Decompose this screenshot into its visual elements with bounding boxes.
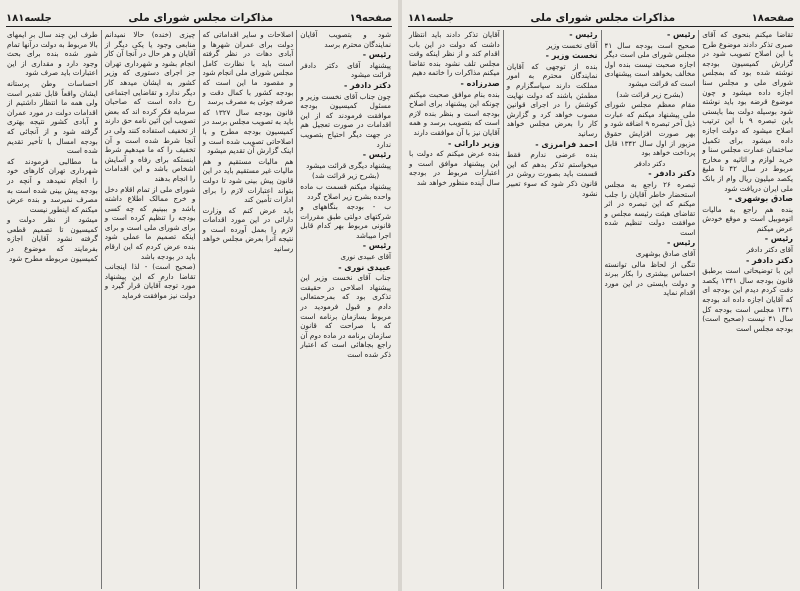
paragraph: ما مطالبی فرمودند که شهرداری تهران کارهای خود را انجام نمیدهد و آنچه در بودجه پیش بینی شده است به مصرف نمیرسد و بنده عرض میکنم که اینطور نیست	[7, 156, 98, 214]
paragraph: (بشرح زیر قرائت شد)	[312, 171, 380, 181]
speaker-heading	[300, 263, 391, 273]
paragraph: چیزی (خنده) حالا نمیدانم منابعی وجود یا یکی دیگر از آقایان و هر حال در آنجا آن کار انجام بشود و شهرداری تهران جز اجرای دستوری که وزیر کشور به ایشان میدهد کار دیگر ندارد و تقاضایی اجتماعی رخ داده است که صاحبان سرمایه فکر کرده اند که بعض تصویب این آئین نامه حق دارند از تخفیف استفاده کنند ولی در آنجا شرط شده است و آن تخفیف را که ما میدهیم شرط اینستکه برای رفاه و آسایش اشخاص باشد و این اقدامات را انجام بدهند	[104, 30, 196, 183]
paragraph: صحیح است بودجه سال ۴۱ مجلس شورای ملی است دیگر اجازه صحبت نیست بنده اول مخالف بخواهد است پیشنهادی است که قرائت میشود	[604, 40, 696, 88]
speaker-name: رئیس -	[362, 241, 391, 251]
paragraph: باید عرض کنم که وزارت دارائی در این مورد اقدامات لازم را بعمل آورده است و نتیجه آنرا بعرض مجلس خواهد رسانید	[202, 205, 294, 254]
text-column	[4, 30, 101, 589]
speaker-heading	[300, 50, 391, 60]
paragraph: طرف این چند سال بر ایمهای بالا مربوط به دولت درآنها تمام شور شده بنده برای بحث وجود دارد و مقداری از این اعتبارات باید صرف شود	[7, 30, 98, 78]
speaker-heading	[605, 169, 696, 179]
speaker-heading	[605, 30, 696, 40]
page-header	[6, 8, 392, 27]
speaker-heading	[702, 256, 793, 266]
paragraph: قانون بودجه سال ۱۳۲۷ که باید به تصویب مجلس برسد در کمیسیون بودجه مطرح و با اصلاحاتی تصویب شده است و اینک گزارش آن تقدیم میشود	[202, 107, 294, 156]
speaker-name: دکتر دادفر -	[648, 169, 696, 179]
paragraph: پیشنهاد آقای دکتر دادفر قرائت میشود	[300, 60, 391, 80]
speaker-name: رئیس -	[666, 238, 696, 248]
speaker-heading	[507, 30, 598, 40]
paragraph: (بشرح زیر قرائت شد)	[616, 89, 684, 99]
paragraph: شورای ملی از تمام اقلام دخل و خرج ممالک اطلاع داشته باشد و ببینیم که چه کسی بودجه را تنظیم کرده است و برای شورای ملی است و برای اینکه تصمیم ما عملی شود بنده عرض کردم که این ارقام باید در بودجه باشد	[104, 184, 196, 261]
text-column	[406, 30, 503, 589]
speaker-heading	[300, 241, 391, 251]
speaker-name: عبیدی نوری -	[338, 262, 391, 272]
paragraph: بنده عرض میکنم که دولت با این پیشنهاد موافق است و اعتبارات مربوط در بودجه سال آینده منظور خواهد شد	[409, 149, 500, 187]
speaker-name: صادق بوشهری -	[728, 194, 793, 204]
paragraph: شود و بتصویب آقایان نمایندگان محترم برسد	[300, 30, 391, 49]
text-column	[698, 30, 796, 589]
text-column	[296, 30, 394, 589]
paragraph: ب - بودجه بنگاههای و شرکتهای دولتی طبق مقررات قانونی مربوط بهر کدام قابل اجرا میباشد	[300, 202, 391, 240]
paragraph: آقایان تذکر دادند باید انتظار داشت که دولت در این باب اقدام کند و از نظر اینکه وقت مجلس تلف نشود بنده تقاضا میکنم مذاکرات را خاتمه دهیم	[409, 30, 500, 78]
speaker-heading	[409, 139, 500, 149]
paragraph: بنده عرضی ندارم فقط میخواستم تذکر بدهم که این قسمت باید بصورت روشن در قانون ذکر شود که سوء تعبیر نشود	[506, 150, 598, 198]
speaker-heading	[702, 194, 793, 204]
paragraph: بنده از توجهی که آقایان نمایندگان محترم به امور مملکت دارند سپاسگزارم و مطمئن باشند که دولت نهایت کوشش را در اجرای قوانین مصوب خواهد کرد و گزارش کار را بعرض مجلس خواهد رسانید	[506, 61, 598, 138]
paragraph: بنده بنام موافق صحبت میکنم چونکه این پیشنهاد برای اصلاح بودجه است و بنظر بنده لازم است که بتصویب برسد و همه آقایان نیز با آن موافقت دارند	[409, 89, 500, 137]
speaker-name: رئیس -	[362, 150, 391, 160]
paragraph: تقاضا میکنم بنحوی که آقای صبری تذکر دادند موضوع طرح با این اصلاح تصویب شود در گزارش کمیسیون بودجه نوشته شده بود که بمجلس شورای ملی و مجلس سنا اجازه داده میشود و چون موضوع قرضه بود باید نوشته شود بوسیله دولت بما بایستی باین تبصره ۹ با این ترتیب اصلاح میشود که دولت اجازه داده میشود برای تکمیل ساختمان عمارت مجلس سنا و خرید لوازم و اثاثیه و مخارج مربوط در سال ۴۲ تا ملیغ یکصد میلیون ریال وام از بانک ملی ایران دریافت شود	[702, 30, 794, 193]
paragraph: مقام معظم مجلس شورای ملی پیشنهاد میکنم که عبارت ذیل آخر تبصره ۹ اضافه شود و بهر صورت افزایش حقوق مزبور از اول سال ۱۳۴۲ قابل پرداخت خواهد بود	[604, 100, 696, 158]
text-column	[101, 30, 199, 589]
speaker-name: رئیس -	[666, 30, 696, 39]
speaker-name: صدرزاده -	[460, 78, 500, 88]
text-columns	[406, 30, 796, 589]
paragraph: آقای دکتر دادفر	[746, 245, 793, 255]
speaker-heading	[702, 234, 793, 244]
paragraph: میشود از نظر دولت و کمیسیون تا تصمیم قطعی گرفته نشود آقایان اجازه بفرمایند که موضوع در کمیسیون مربوطه مطرح شود	[7, 215, 98, 263]
speaker-name: رئیس -	[362, 50, 391, 60]
left-page	[0, 0, 398, 591]
speaker-name: رئیس -	[569, 30, 598, 39]
speaker-name: احمد فرامرزی -	[535, 139, 598, 149]
speaker-heading	[300, 150, 391, 160]
publication-title: مذاکرات مجلس شورای ملی	[128, 12, 274, 24]
paragraph: هم مالیات مستقیم و هم مالیات غیر مستقیم باید در این قانون پیش بینی شود تا دولت بتواند اعتبارات لازم را برای ادارات تأمین کند	[202, 156, 294, 205]
speaker-heading	[507, 51, 598, 61]
page-header	[408, 8, 794, 27]
paragraph: دکتر دادفر	[634, 158, 666, 168]
publication-title: مذاکرات مجلس شورای ملی	[530, 12, 676, 24]
text-column	[503, 30, 601, 589]
text-column	[601, 30, 699, 589]
session-number: جلسه۱۸۱	[408, 13, 454, 24]
speaker-name: نخست وزیر -	[545, 51, 598, 61]
page-number: صفحه۱۸	[751, 13, 794, 24]
paragraph: تنگی از لحاظ مالی توانسته احساس بیشتری را بکار ببرند و دولت بایستی در این مورد اقدام نماید	[604, 259, 696, 298]
paragraph: اصلاحات و سایر اقداماتی که دولت برای عمران شهرها و آبادی دهات در نظر گرفته است باید با نظارت کامل مجلس شورای ملی انجام شود و مقصود ما این است که بودجه کشور با کمال دقت و صرفه جوئی به مصرف برسد	[202, 30, 294, 107]
speaker-heading	[507, 140, 598, 150]
paragraph: آقای صادق بوشهری	[635, 249, 696, 259]
speaker-heading	[605, 238, 696, 248]
paragraph: جناب آقای نخست وزیر این پیشنهاد اصلاحی در حقیقت تذکری بود که بمرحمتعالی دادم و قبول فرمودید در مربوط بسازمان برنامه است که با صراحت که قانون سازمان برنامه در ماده دوم آن راجع بجاهائی است که اعتبار ذکر شده است	[300, 273, 391, 359]
text-columns	[4, 30, 394, 589]
paragraph: احساسات وطن پرستانه ایشان واقعاً قابل تقدیر است ولی همه ما انتظار داشتیم از اقدامات دولت در مورد عمران و آبادی کشور نتیجه بهتری گرفته شود و از آنجائی که بودجه امسال با تأخیر تقدیم شده است	[7, 78, 98, 156]
speaker-name: دکتر دادفر -	[745, 255, 793, 265]
speaker-heading	[409, 79, 500, 89]
paragraph: این با توضیحاتی است برطبق قانون بودجه سال ۱۳۴۱ یکصد دفت کردم دیدم این بودجه ای که آقایان اجازه داده اند بودجه ۱۳۴۱ مجلس است بودجه کل سال ۴۱ نیست (صحیح است) بودجه مجلس است	[702, 266, 793, 333]
paragraph: پیشنهاد دیگری قرائت میشود	[306, 160, 391, 170]
speaker-heading	[300, 81, 391, 91]
right-page	[402, 0, 800, 591]
paragraph: آقای عبیدی نوری	[340, 252, 391, 262]
paragraph: آقای نخست وزیر	[546, 40, 598, 50]
page-number: صفحه۱۹	[349, 13, 392, 24]
paragraph: تبصره ۲۶ راجع به مجلس استحضار خاطر آقایان را جلب میکنم که این تبصره در اثر تقاضای هیئت رئیسه مجلس و موافقت دولت تنظیم شده است	[604, 179, 696, 237]
paragraph: بنده هم راجع به مالیات اتوموبیل است و موقع خودش عرض میکنم	[702, 204, 793, 233]
text-column	[199, 30, 297, 589]
speaker-name: رئیس -	[764, 234, 793, 244]
paragraph: (صحیح است) - لذا اینجانب تقاضا دارم که این پیشنهاد مورد توجه آقایان قرار گیرد و دولت نیز موافقت فرماید	[104, 262, 196, 301]
speaker-name: دکتر دادفر -	[343, 80, 391, 90]
paragraph: پیشنهاد میکنم قسمت ب ماده واحده بشرح زیر اصلاح گردد	[300, 181, 391, 201]
session-number: جلسه۱۸۱	[6, 13, 52, 24]
speaker-name: وزیر دارائی -	[448, 138, 500, 148]
paragraph: چون جناب آقای نخست وزیر و مسئول کمیسیون بودجه موافقت فرمودند که از این اقدامات در صورت تعجیل هم در جهت دیگر احتیاج بتصویب ندارد	[300, 91, 391, 149]
